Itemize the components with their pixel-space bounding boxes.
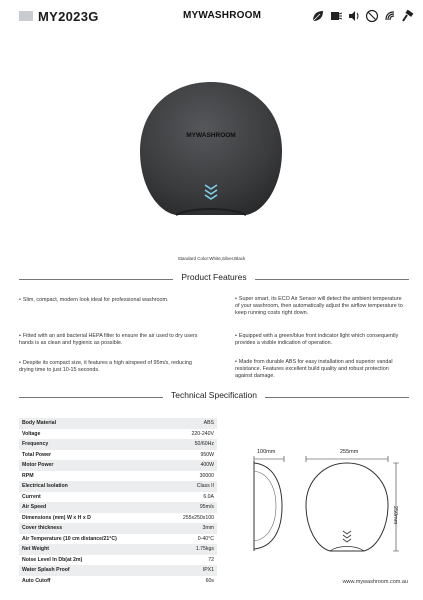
depth-dimension: 100mm: [257, 449, 276, 455]
feature-icons: [311, 9, 415, 23]
feature-item: • Equipped with a green/blue front indicator light which consequently provides a visible indication of operation.: [235, 333, 399, 346]
spec-row: [19, 481, 217, 492]
spec-row: [19, 492, 217, 503]
spec-label: Auto Cutoff: [22, 577, 51, 584]
spec-value: Class II: [196, 483, 214, 490]
spec-row: [19, 523, 217, 534]
sound-icon: [347, 9, 361, 23]
wifi-sensor-icon: [383, 9, 397, 23]
spec-value: IPX1: [202, 567, 214, 574]
feature-item: • Fitted with an anti bacterial HEPA filter to ensure the air used to dry users hands is as clean and hygienic as possible.: [19, 333, 198, 346]
feature-item: • Slim, compact, modern look ideal for professional washroom.: [19, 297, 169, 303]
feature-item: • Despite its compact size, it features a high airspeed of 95m/s, reducing drying time to just 10-15 seconds.: [19, 360, 192, 373]
section-title: Technical Specification: [163, 390, 265, 400]
spec-row: [19, 565, 217, 576]
brand-logo: MYWASHROOM: [183, 10, 262, 21]
no-touch-icon: [365, 9, 379, 23]
model-number: MY2023G: [38, 9, 99, 24]
spec-value: 50/60Hz: [194, 441, 214, 448]
spec-label: Air Temperature (10 cm distance/21°C): [22, 535, 117, 542]
spec-label: Net Weight: [22, 546, 49, 553]
spec-label: Motor Power: [22, 462, 54, 469]
spec-row: [19, 439, 217, 450]
hammer-icon: [401, 9, 415, 23]
spec-label: Water Splash Proof: [22, 567, 70, 574]
spec-label: Cover thickness: [22, 525, 63, 532]
spec-label: Total Power: [22, 451, 52, 458]
height-dimension: 250mm: [392, 506, 398, 525]
spec-label: Frequency: [22, 441, 49, 448]
side-view-drawing: [252, 459, 284, 553]
hand-dryer-image: [136, 79, 286, 219]
spec-row: [19, 502, 217, 513]
spec-value: 1.75kgs: [195, 546, 214, 553]
feature-item: • Super smart, its ECO Air Sensor will detect the ambient temperature of your washroom, then automatically adjust the airflow temperature to keep running costs right down.: [235, 296, 403, 316]
website-url[interactable]: www.mywashroom.com.au: [342, 579, 408, 585]
spec-label: Body Material: [22, 420, 57, 427]
spec-row: [19, 460, 217, 471]
spec-label: Dimensions (mm) W x H x D: [22, 514, 91, 521]
page-header: [0, 0, 423, 32]
spec-value: 220-240V: [191, 430, 214, 437]
eco-leaf-icon: [311, 9, 325, 23]
product-logo: MYWASHROOM: [186, 132, 236, 139]
spec-row: [19, 513, 217, 524]
spec-label: Electrical Isolation: [22, 483, 68, 490]
spec-row: [19, 555, 217, 566]
spec-label: Air Speed: [22, 504, 47, 511]
spec-value: 3mm: [202, 525, 214, 532]
spec-value: 60s: [205, 577, 214, 584]
spec-label: Noise Level In Db(at 2m): [22, 556, 83, 563]
section-title: Product Features: [173, 272, 254, 282]
spec-value: 95m/s: [199, 504, 214, 511]
spec-row: [19, 471, 217, 482]
feature-item: • Made from durable ABS for easy installation and superior vandal resistance. Features excellent build quality and robust protection against damage.: [235, 359, 393, 379]
hepa-filter-icon: [329, 9, 343, 23]
technical-specification-header: [19, 390, 409, 404]
model-accent-block: [19, 11, 33, 21]
spec-row: [19, 576, 217, 587]
spec-row: [19, 429, 217, 440]
spec-label: Current: [22, 493, 41, 500]
spec-value: 0-40°C: [197, 535, 214, 542]
spec-value: 400W: [200, 462, 214, 469]
width-dimension: 255mm: [340, 449, 359, 455]
spec-value: 30000: [199, 472, 214, 479]
spec-value: 255x250x100: [182, 514, 214, 521]
spec-value: ABS: [203, 420, 214, 427]
spec-value: 950W: [200, 451, 214, 458]
spec-row: [19, 418, 217, 429]
spec-table: [19, 418, 217, 586]
front-view-drawing: [302, 455, 406, 555]
product-features-header: [19, 272, 409, 286]
spec-value: 72: [208, 556, 214, 563]
spec-label: RPM: [22, 472, 34, 479]
spec-label: Voltage: [22, 430, 41, 437]
spec-row: [19, 534, 217, 545]
spec-row: [19, 544, 217, 555]
spec-value: 6.0A: [203, 493, 214, 500]
spec-row: [19, 450, 217, 461]
standard-color-note: Standard Color:White,Silver,Black: [177, 256, 246, 261]
